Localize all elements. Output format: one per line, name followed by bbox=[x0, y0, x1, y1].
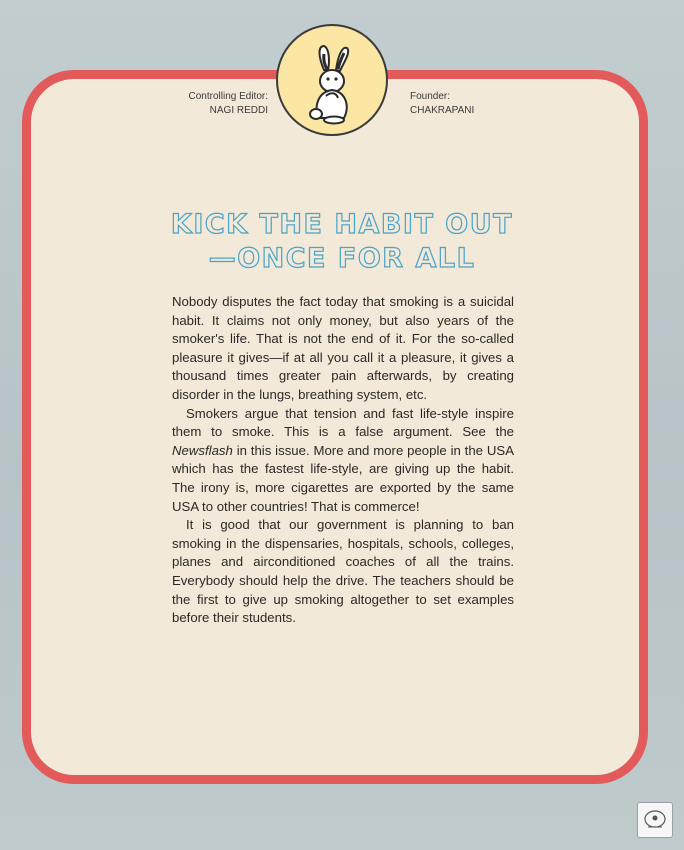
paragraph-2-text-b: in this issue. More and more people in the USA which has the fastest life-style, are giving up the habit. The irony is, more cigarettes are exported by the same USA to other countries! That is commerce! bbox=[172, 442, 514, 514]
paragraph-2 bbox=[172, 405, 514, 517]
masthead-founder bbox=[410, 90, 520, 118]
headline bbox=[120, 208, 564, 276]
editor-name: NAGI REDDI bbox=[209, 105, 268, 116]
masthead-editor bbox=[160, 90, 268, 118]
rabbit-icon bbox=[278, 26, 386, 134]
logo-badge bbox=[276, 24, 388, 136]
paragraph-2-text-a: Smokers argue that tension and fast life-style inspire them to smoke. This is a false argument. See the bbox=[172, 405, 514, 440]
editor-label: Controlling Editor: bbox=[188, 91, 268, 102]
editorial-body bbox=[172, 293, 514, 628]
founder-name: CHAKRAPANI bbox=[410, 105, 475, 116]
headline-line-2: —ONCE FOR ALL bbox=[208, 243, 476, 274]
newsflash-reference: Newsflash bbox=[172, 442, 233, 458]
scan-watermark bbox=[637, 802, 673, 838]
founder-label: Founder: bbox=[410, 91, 451, 102]
paragraph-1: Nobody disputes the fact today that smoking is a suicidal habit. It claims not only money, but also years of the smoker's life. That is not the end of it. For the so-called pleasure it gives—if at all you call it a pleasure, it gives a thousand times greater pain afterwards, by creating disorder in the lungs, breathing system, etc. bbox=[172, 294, 514, 402]
headline-line-1: KICK THE HABIT OUT bbox=[170, 209, 514, 240]
paragraph-3: It is good that our government is planning to ban smoking in the dispensaries, hospitals, schools, colleges, planes and airconditioned coaches of all the trains. Everybody should help the drive. The teachers should be the first to give up smoking altogether to set examples before their students. bbox=[172, 517, 514, 626]
watermark-icon bbox=[638, 803, 672, 837]
